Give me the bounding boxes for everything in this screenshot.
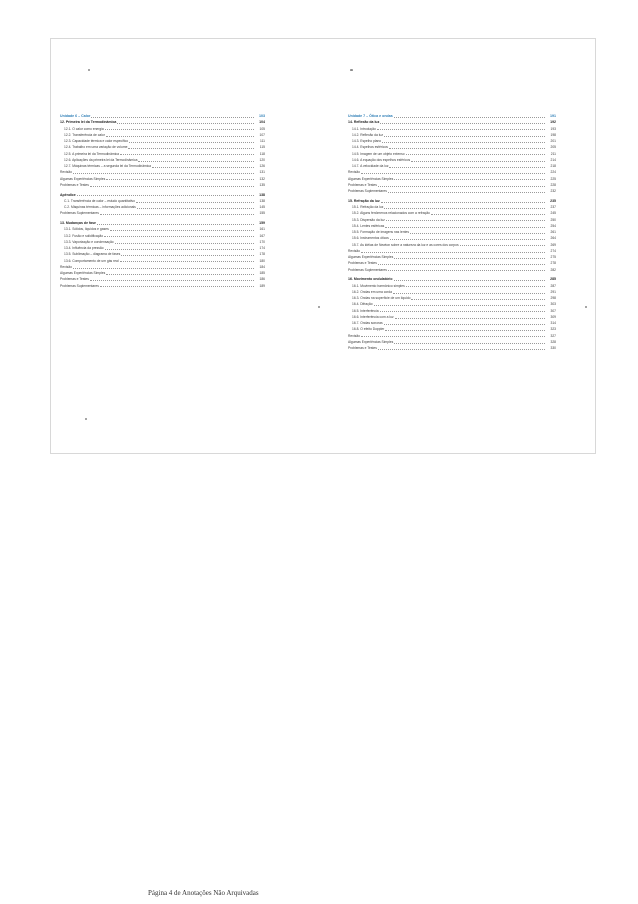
toc-entry-title: 14.4. Espelhos esféricos (352, 145, 388, 150)
toc-entry-page: 307 (550, 308, 556, 313)
toc-entry (60, 182, 265, 188)
dot-leader (389, 167, 545, 168)
dot-leader (361, 336, 545, 337)
toc-entry-title: 16.1. Movimento harmônico simples (352, 283, 405, 288)
dot-leader (394, 280, 545, 281)
toc-entry-page: 328 (550, 339, 556, 344)
toc-entry-title: 14.2. Reflexão da luz (352, 132, 383, 137)
dot-leader (106, 274, 254, 275)
toc-entry-title: 15.3. Dispersão da luz (352, 217, 385, 222)
toc-entry-page: 224 (550, 170, 556, 175)
toc-entry-title: 13.2. Fusão e solidificação (64, 233, 104, 238)
toc-entry-title: 16.6. Interferência com a luz (352, 314, 394, 319)
toc-entry-page: 282 (550, 267, 556, 272)
toc-entry-title: Problemas Suplementares (60, 283, 99, 288)
toc-entry (348, 267, 556, 273)
scan-speck (585, 306, 587, 308)
dot-leader (115, 243, 254, 244)
toc-entry-page: 191 (550, 114, 556, 118)
toc-entry-title: Problemas e Testes (60, 277, 89, 282)
toc-entry-title: 15.5. Formação de imagens nas lentes (352, 230, 409, 234)
dot-leader (128, 148, 254, 149)
toc-entry-page: 192 (550, 120, 556, 125)
toc-left-column (60, 113, 265, 289)
toc-entry-page: 275 (550, 255, 556, 259)
toc-entry-page: 180 (259, 258, 265, 263)
toc-entry-title: Revisão (348, 333, 360, 338)
dot-leader (389, 148, 545, 149)
toc-entry-title: 13.3. Vaporização e condensação (64, 239, 114, 244)
toc-entry-page: 314 (550, 321, 556, 325)
toc-entry-title: 14.3. Espelho plano (352, 139, 382, 143)
dot-leader (100, 214, 254, 215)
dot-leader (121, 255, 254, 256)
toc-entry-page: 291 (550, 289, 556, 294)
toc-entry-page: 107 (259, 132, 265, 137)
toc-entry-title: 15.1. Refração da luz (352, 205, 384, 209)
dot-leader (100, 286, 254, 287)
toc-entry-page: 178 (259, 252, 265, 257)
toc-entry-title: Problemas e Testes (348, 346, 377, 350)
toc-entry-page: 235 (550, 198, 556, 203)
dot-leader (385, 227, 545, 228)
toc-entry-page: 201 (550, 139, 556, 143)
toc-entry-title: Problemas e Testes (348, 261, 377, 266)
dot-leader (106, 179, 254, 180)
toc-entry-page: 274 (550, 248, 556, 253)
dot-leader (406, 286, 545, 287)
toc-entry-title: 14.1. Introdução (352, 126, 376, 131)
dot-leader (411, 161, 545, 162)
dot-leader (431, 214, 545, 215)
toc-entry-page: 184 (259, 264, 265, 269)
dot-leader (384, 208, 545, 209)
dot-leader (152, 167, 254, 168)
toc-entry-page: 211 (550, 151, 556, 156)
dot-leader (374, 305, 545, 306)
dot-leader (381, 202, 545, 203)
toc-entry-title: C.2. Máquinas térmicas – informações adicionais (64, 205, 136, 209)
dot-leader (410, 233, 545, 234)
toc-entry-title: Revisão (348, 170, 360, 175)
dot-leader (120, 261, 254, 262)
toc-entry (60, 283, 265, 289)
toc-entry-page: 185 (259, 271, 265, 275)
toc-entry-page: 327 (550, 333, 556, 338)
toc-entry-title: 12.7. Máquinas térmicas – a segunda lei da Termodinâmica (64, 164, 151, 168)
dot-leader (90, 186, 254, 187)
dot-leader (90, 280, 254, 281)
dot-leader (136, 202, 254, 203)
toc-entry-page: 189 (259, 283, 265, 288)
toc-entry-page: 287 (550, 283, 556, 288)
toc-entry-title: 14. Reflexão da luz (348, 120, 380, 125)
toc-entry-page: 135 (259, 182, 265, 187)
toc-entry-title: 13.5. Sublimação – diagrama de fases (64, 252, 121, 257)
dot-leader (384, 324, 545, 325)
toc-entry-page: 115 (259, 145, 265, 150)
dot-leader (388, 192, 545, 193)
toc-entry-title: 14.6. A equação dos espelhos esféricos (352, 157, 411, 162)
toc-entry-title: Problemas Suplementares (348, 189, 387, 193)
dot-leader (406, 154, 545, 155)
toc-entry-page: 261 (550, 230, 556, 234)
toc-entry-page: 205 (550, 145, 556, 150)
toc-entry-page: 104 (259, 120, 265, 125)
dot-leader (361, 252, 545, 253)
toc-entry-page: 218 (550, 164, 556, 168)
toc-entry-page: 278 (550, 261, 556, 266)
toc-entry-title: 12.2. Transferência de calor (64, 132, 105, 137)
toc-entry-title: Problemas Suplementares (348, 267, 387, 272)
toc-entry-title: 14.7. A velocidade da luz (352, 164, 389, 168)
toc-entry-page: 250 (550, 217, 556, 222)
toc-entry-page: 120 (259, 157, 265, 162)
toc-entry-title: 16.8. O efeito Doppler (352, 327, 385, 332)
toc-entry-title: 13.6. Comportamento de um gás real (64, 258, 119, 263)
toc-entry-title: C.1. Transferência de calor – estudo quantitativo (64, 198, 135, 203)
toc-entry-title: 16.5. Interferência (352, 308, 379, 313)
dot-leader (411, 299, 545, 300)
toc-entry-title: Problemas e Testes (348, 182, 377, 187)
toc-entry-title: 12.3. Capacidade térmica e calor específico (64, 139, 129, 143)
toc-entry-page: 131 (259, 170, 265, 175)
toc-entry-page: 303 (550, 302, 556, 307)
toc-entry-page: 174 (259, 246, 265, 250)
toc-entry-page: 138 (259, 198, 265, 203)
toc-entry-title: 15.4. Lentes esféricas (352, 223, 385, 228)
dot-leader (394, 179, 545, 180)
toc-entry-title: 15.6. Instrumentos óticos (352, 236, 389, 241)
dot-leader (129, 142, 254, 143)
toc-entry-title: 15.7. As idéias de Newton sobre a natureza da luz e as cores dos corpos (352, 242, 459, 247)
toc-entry-title: 15. Refração da luz (348, 198, 380, 203)
dot-leader (77, 195, 254, 196)
toc-entry-title: 12.1. O calor como energia (64, 126, 104, 131)
toc-entry-title: Problemas Suplementares (60, 211, 99, 216)
toc-entry-page: 155 (259, 211, 265, 216)
dot-leader (110, 230, 254, 231)
toc-entry-title: Revisão (60, 264, 72, 269)
toc-entry-page: 138 (259, 192, 265, 197)
toc-entry-title: Problemas e Testes (60, 182, 89, 187)
toc-entry-page: 167 (259, 233, 265, 238)
page-footer: Página 4 de Anotações Não Arquivadas (148, 889, 259, 897)
toc-entry-title: 13. Mudanças de fase (60, 221, 96, 225)
toc-entry-title: 12.6. Aplicações da primeira lei da Termodinâmica (64, 157, 138, 162)
toc-entry-title: Revisão (348, 248, 360, 253)
toc-entry-title: Revisão (60, 170, 72, 175)
dot-leader (394, 117, 545, 118)
toc-entry-title: 16. Movimento ondulatório (348, 277, 393, 282)
toc-entry-page: 309 (550, 314, 556, 319)
dot-leader (377, 129, 545, 130)
dot-leader (386, 220, 545, 221)
dot-leader (390, 239, 545, 240)
dot-leader (380, 123, 545, 124)
dot-leader (384, 136, 545, 137)
toc-entry-page: 269 (550, 242, 556, 247)
toc-right-column (348, 113, 556, 351)
dot-leader (382, 142, 545, 143)
dot-leader (361, 173, 545, 174)
toc-entry-page: 285 (550, 277, 556, 282)
toc-entry-page: 232 (550, 189, 556, 193)
toc-entry-page: 245 (550, 211, 556, 216)
dot-leader (105, 129, 254, 130)
dot-leader (394, 258, 545, 259)
toc-entry-page: 298 (550, 296, 556, 300)
toc-entry-title: Algumas Experiências Simples (60, 271, 106, 275)
toc-entry (348, 345, 556, 351)
toc-entry-page: 118 (259, 151, 265, 156)
dot-leader (380, 311, 545, 312)
toc-entry-title: 16.7. Ondas sonoras (352, 321, 383, 325)
dot-leader (105, 249, 254, 250)
toc-entry-title: Algumas Experiências Simples (348, 255, 394, 259)
dot-leader (73, 173, 254, 174)
toc-entry-page: 193 (550, 126, 556, 131)
scan-speck (318, 306, 320, 308)
dot-leader (117, 123, 254, 124)
toc-entry-page: 126 (259, 164, 265, 168)
toc-entry-page: 198 (550, 132, 556, 137)
toc-entry-title: 16.2. Ondas em uma corda (352, 289, 392, 294)
dot-leader (394, 343, 545, 344)
toc-entry-page: 170 (259, 239, 265, 244)
toc-entry-page: 264 (550, 236, 556, 241)
toc-entry-page: 105 (259, 126, 265, 131)
toc-entry-title: Unidade 6 – Calor (60, 114, 91, 118)
toc-entry (348, 188, 556, 194)
toc-entry-page: 330 (550, 346, 556, 350)
toc-entry-page: 323 (550, 327, 556, 332)
dot-leader (73, 268, 254, 269)
toc-entry-title: 14.5. Imagem de um objeto extenso (352, 151, 405, 156)
dot-leader (393, 293, 545, 294)
toc-entry-page: 159 (259, 221, 265, 225)
toc-entry-title: Algumas Experiências Simples (60, 176, 106, 181)
toc-entry-page: 254 (550, 223, 556, 228)
toc-entry-page: 103 (259, 114, 265, 118)
toc-entry (60, 210, 265, 216)
toc-entry-title: 12.5. A primeira lei da Termodinâmica (64, 151, 119, 156)
toc-entry-page: 225 (550, 176, 556, 181)
dot-leader (385, 330, 545, 331)
toc-entry-title: Algumas Experiências Simples (348, 339, 394, 344)
dot-leader (104, 236, 254, 237)
dot-leader (137, 208, 254, 209)
toc-entry-title: 12. Primeira lei da Termodinâmica (60, 120, 117, 125)
toc-entry-page: 111 (259, 139, 265, 143)
toc-entry-page: 214 (550, 157, 556, 162)
toc-entry-page: 228 (550, 182, 556, 187)
toc-entry-page: 145 (259, 205, 265, 209)
toc-entry-title: 16.4. Difração (352, 302, 373, 307)
toc-entry-title: 15.2. Alguns fenômenos relacionados com a refração (352, 211, 430, 216)
toc-entry-page: 161 (259, 227, 265, 232)
toc-entry-page: 132 (259, 176, 265, 181)
toc-entry-title: 13.4. Influência da pressão (64, 246, 104, 250)
dot-leader (97, 224, 254, 225)
scan-speck (350, 69, 353, 71)
dot-leader (460, 245, 545, 246)
toc-entry-title: 13.1. Sólidos, líquidos e gases (64, 227, 109, 232)
dot-leader (120, 154, 254, 155)
toc-entry-page: 237 (550, 205, 556, 209)
toc-entry-title: Unidade 7 – Ótica e ondas (348, 114, 393, 118)
dot-leader (106, 136, 254, 137)
toc-entry-page: 186 (259, 277, 265, 282)
toc-entry-title: 12.4. Trabalho em uma variação de volume (64, 145, 128, 150)
dot-leader (378, 264, 545, 265)
dot-leader (378, 349, 545, 350)
toc-entry-title: 16.3. Ondas na superfície de um líquido (352, 296, 411, 300)
dot-leader (388, 270, 545, 271)
scan-speck (88, 69, 90, 71)
scan-speck (85, 418, 87, 420)
toc-entry-title: Apêndice (60, 192, 76, 197)
toc-entry-title: Algumas Experiências Simples (348, 176, 394, 181)
dot-leader (395, 318, 545, 319)
dot-leader (378, 186, 545, 187)
dot-leader (91, 117, 254, 118)
dot-leader (138, 161, 254, 162)
